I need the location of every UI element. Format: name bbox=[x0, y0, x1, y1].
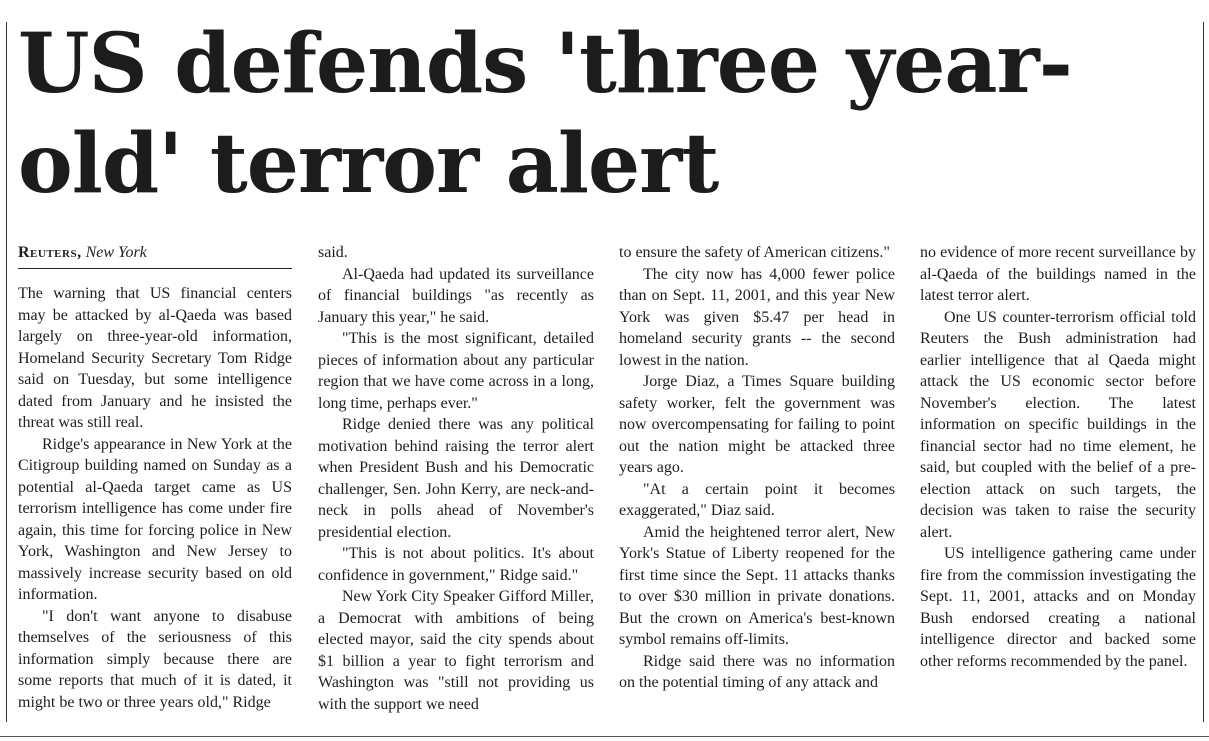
paragraph: "At a certain point it becomes exaggerated," Diaz said. bbox=[619, 480, 895, 519]
article-column-2 bbox=[318, 242, 594, 715]
article-column-3 bbox=[619, 242, 895, 694]
paragraph: Al-Qaeda had updated its surveillance of financial buildings "as recently as January this year," he said. bbox=[318, 265, 594, 326]
paragraph: "This is not about politics. It's about confidence in government," Ridge said." bbox=[318, 545, 594, 584]
byline bbox=[18, 242, 292, 269]
paragraph: New York City Speaker Gifford Miller, a Democrat with ambitions of being elected mayor, said the city spends about $1 billion a year to fight terrorism and Washington was "still not providing us with the support we need bbox=[318, 588, 594, 713]
paragraph: Ridge's appearance in New York at the Citigroup building named on Sunday as a potential al-Qaeda target came as US terrorism intelligence has come under fire again, this time for forcing police in New York, Washington and New Jersey to massively increase security based on old information. bbox=[18, 435, 292, 603]
paragraph: to ensure the safety of American citizens." bbox=[619, 244, 890, 261]
left-border-rule bbox=[6, 22, 7, 722]
paragraph: The warning that US financial centers may be attacked by al-Qaeda was based largely on three-year-old information, Homeland Security Secretary Tom Ridge said on Tuesday, but some intelligence dated from January and he insisted the threat was still real. bbox=[18, 285, 292, 431]
paragraph: Jorge Diaz, a Times Square building safety worker, felt the government was now overcompensating for failing to point out the nation might be attacked three years ago. bbox=[619, 373, 895, 476]
right-border-rule bbox=[1203, 22, 1204, 722]
paragraph: US intelligence gathering came under fire from the commission investigating the Sept. 11, 2001, attacks and on Monday Bush endorsed creating a national intelligence director and backed some other reforms recommended by the panel. bbox=[920, 545, 1196, 670]
paragraph: Ridge denied there was any political motivation behind raising the terror alert when President Bush and his Democratic challenger, Sen. John Kerry, are neck-and-neck in polls ahead of November's presidential election. bbox=[318, 416, 594, 541]
article-column-1 bbox=[18, 242, 292, 713]
paragraph: "This is the most significant, detailed pieces of information about any particular region that we have come across in a long, long time, perhaps ever." bbox=[318, 330, 594, 412]
byline-agency: Reuters, bbox=[18, 244, 82, 261]
byline-place: New York bbox=[85, 244, 147, 261]
paragraph: said. bbox=[318, 244, 348, 261]
paragraph: The city now has 4,000 fewer police than on Sept. 11, 2001, and this year New York was given $5.47 per head in homeland security grants -- the second lowest in the nation. bbox=[619, 265, 895, 369]
paragraph: Amid the heightened terror alert, New York's Statue of Liberty reopened for the first time since the Sept. 11 attacks thanks to over $30 million in private donations. But the crown on America's best-known symbol remains off-limits. bbox=[619, 523, 895, 648]
article-column-4 bbox=[920, 242, 1196, 672]
paragraph: no evidence of more recent surveillance by al-Qaeda of the buildings named in the latest terror alert. bbox=[920, 244, 1196, 304]
article-headline: US defends 'three year-old' terror alert bbox=[18, 16, 1072, 212]
bottom-border-rule bbox=[0, 736, 1209, 737]
paragraph: One US counter-terrorism official told Reuters the Bush administration had earlier intelligence that al Qaeda might attack the US economic sector before November's election. The latest information on specific buildings in the financial sector had no time element, he said, but coupled with the belief of a pre-election attack on such targets, the decision was taken to raise the security alert. bbox=[920, 308, 1196, 541]
paragraph: "I don't want anyone to disabuse themselves of the seriousness of this information simply because there are some reports that much of it is dated, it might be two or three years old," Ridge bbox=[18, 607, 292, 711]
paragraph: Ridge said there was no information on the potential timing of any attack and bbox=[619, 652, 895, 691]
